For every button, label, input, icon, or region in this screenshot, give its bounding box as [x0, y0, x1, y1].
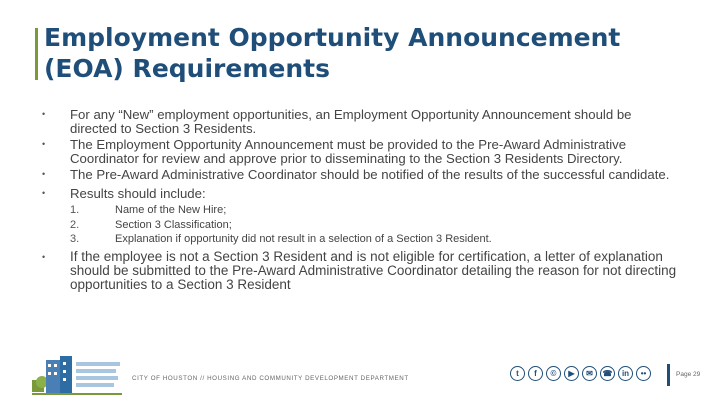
bullet-text: For any “New” employment opportunities, an Employment Opportunity Announcement should be directed to Section 3 Residents. [70, 107, 632, 136]
bullet-item [42, 108, 682, 135]
numbered-list [42, 203, 682, 247]
flickr-icon[interactable]: •• [636, 366, 651, 381]
bullet-text: If the employee is not a Section 3 Resident and is not eligible for certification, a letter of explanation should be submitted to the Pre-Award Administrative Coordinator detailing the reason for not directing opportunities to a Section 3 Resident [70, 248, 677, 292]
title-line-2: (EOA) Requirements [44, 54, 330, 83]
bullet-text: The Pre-Award Administrative Coordinator should be notified of the results of the successful candidate. [70, 167, 670, 182]
department-name: CITY OF HOUSTON // HOUSING AND COMMUNITY DEVELOPMENT DEPARTMENT [132, 375, 409, 382]
numbered-item [70, 218, 682, 233]
numbered-item [70, 232, 682, 247]
bullet-text: The Employment Opportunity Announcement must be provided to the Pre-Award Administrative Coordinator for review and approve prior to disseminating to the Section 3 Residents Directory. [70, 137, 627, 166]
twitter-icon[interactable]: t [510, 366, 525, 381]
bullet-icon: • [42, 109, 46, 119]
bullet-icon: • [42, 187, 46, 198]
bullet-icon: • [42, 139, 46, 149]
slide-title [44, 22, 684, 84]
social-links [510, 366, 651, 381]
bullet-icon: • [42, 169, 46, 179]
footer [0, 350, 720, 400]
title-line-1: Employment Opportunity Announcement [44, 23, 621, 52]
linkedin-icon[interactable]: in [618, 366, 633, 381]
facebook-icon[interactable]: f [528, 366, 543, 381]
phone-icon[interactable]: ☎ [600, 366, 615, 381]
item-text: Explanation if opportunity did not result in a selection of a Section 3 Resident. [115, 233, 492, 245]
title-accent-bar [35, 28, 38, 80]
youtube-icon[interactable]: ▶ [564, 366, 579, 381]
page-number: Page 29 [676, 371, 701, 378]
item-number: 2. [70, 218, 80, 231]
numbered-item [70, 203, 682, 218]
bullet-item [42, 250, 682, 292]
email-icon[interactable]: ✉ [582, 366, 597, 381]
bullet-item [42, 187, 682, 201]
slide-content [42, 108, 682, 292]
bullet-icon: • [42, 251, 46, 262]
bullet-text: Results should include: [70, 185, 206, 201]
item-text: Section 3 Classification; [115, 218, 232, 231]
item-text: Name of the New Hire; [115, 204, 227, 216]
hcdd-logo-icon [32, 352, 132, 397]
item-number: 3. [70, 233, 80, 245]
footer-divider [667, 364, 670, 386]
bullet-item [42, 138, 682, 165]
item-number: 1. [70, 204, 80, 216]
copyright-icon[interactable]: © [546, 366, 561, 381]
bullet-item [42, 168, 682, 182]
